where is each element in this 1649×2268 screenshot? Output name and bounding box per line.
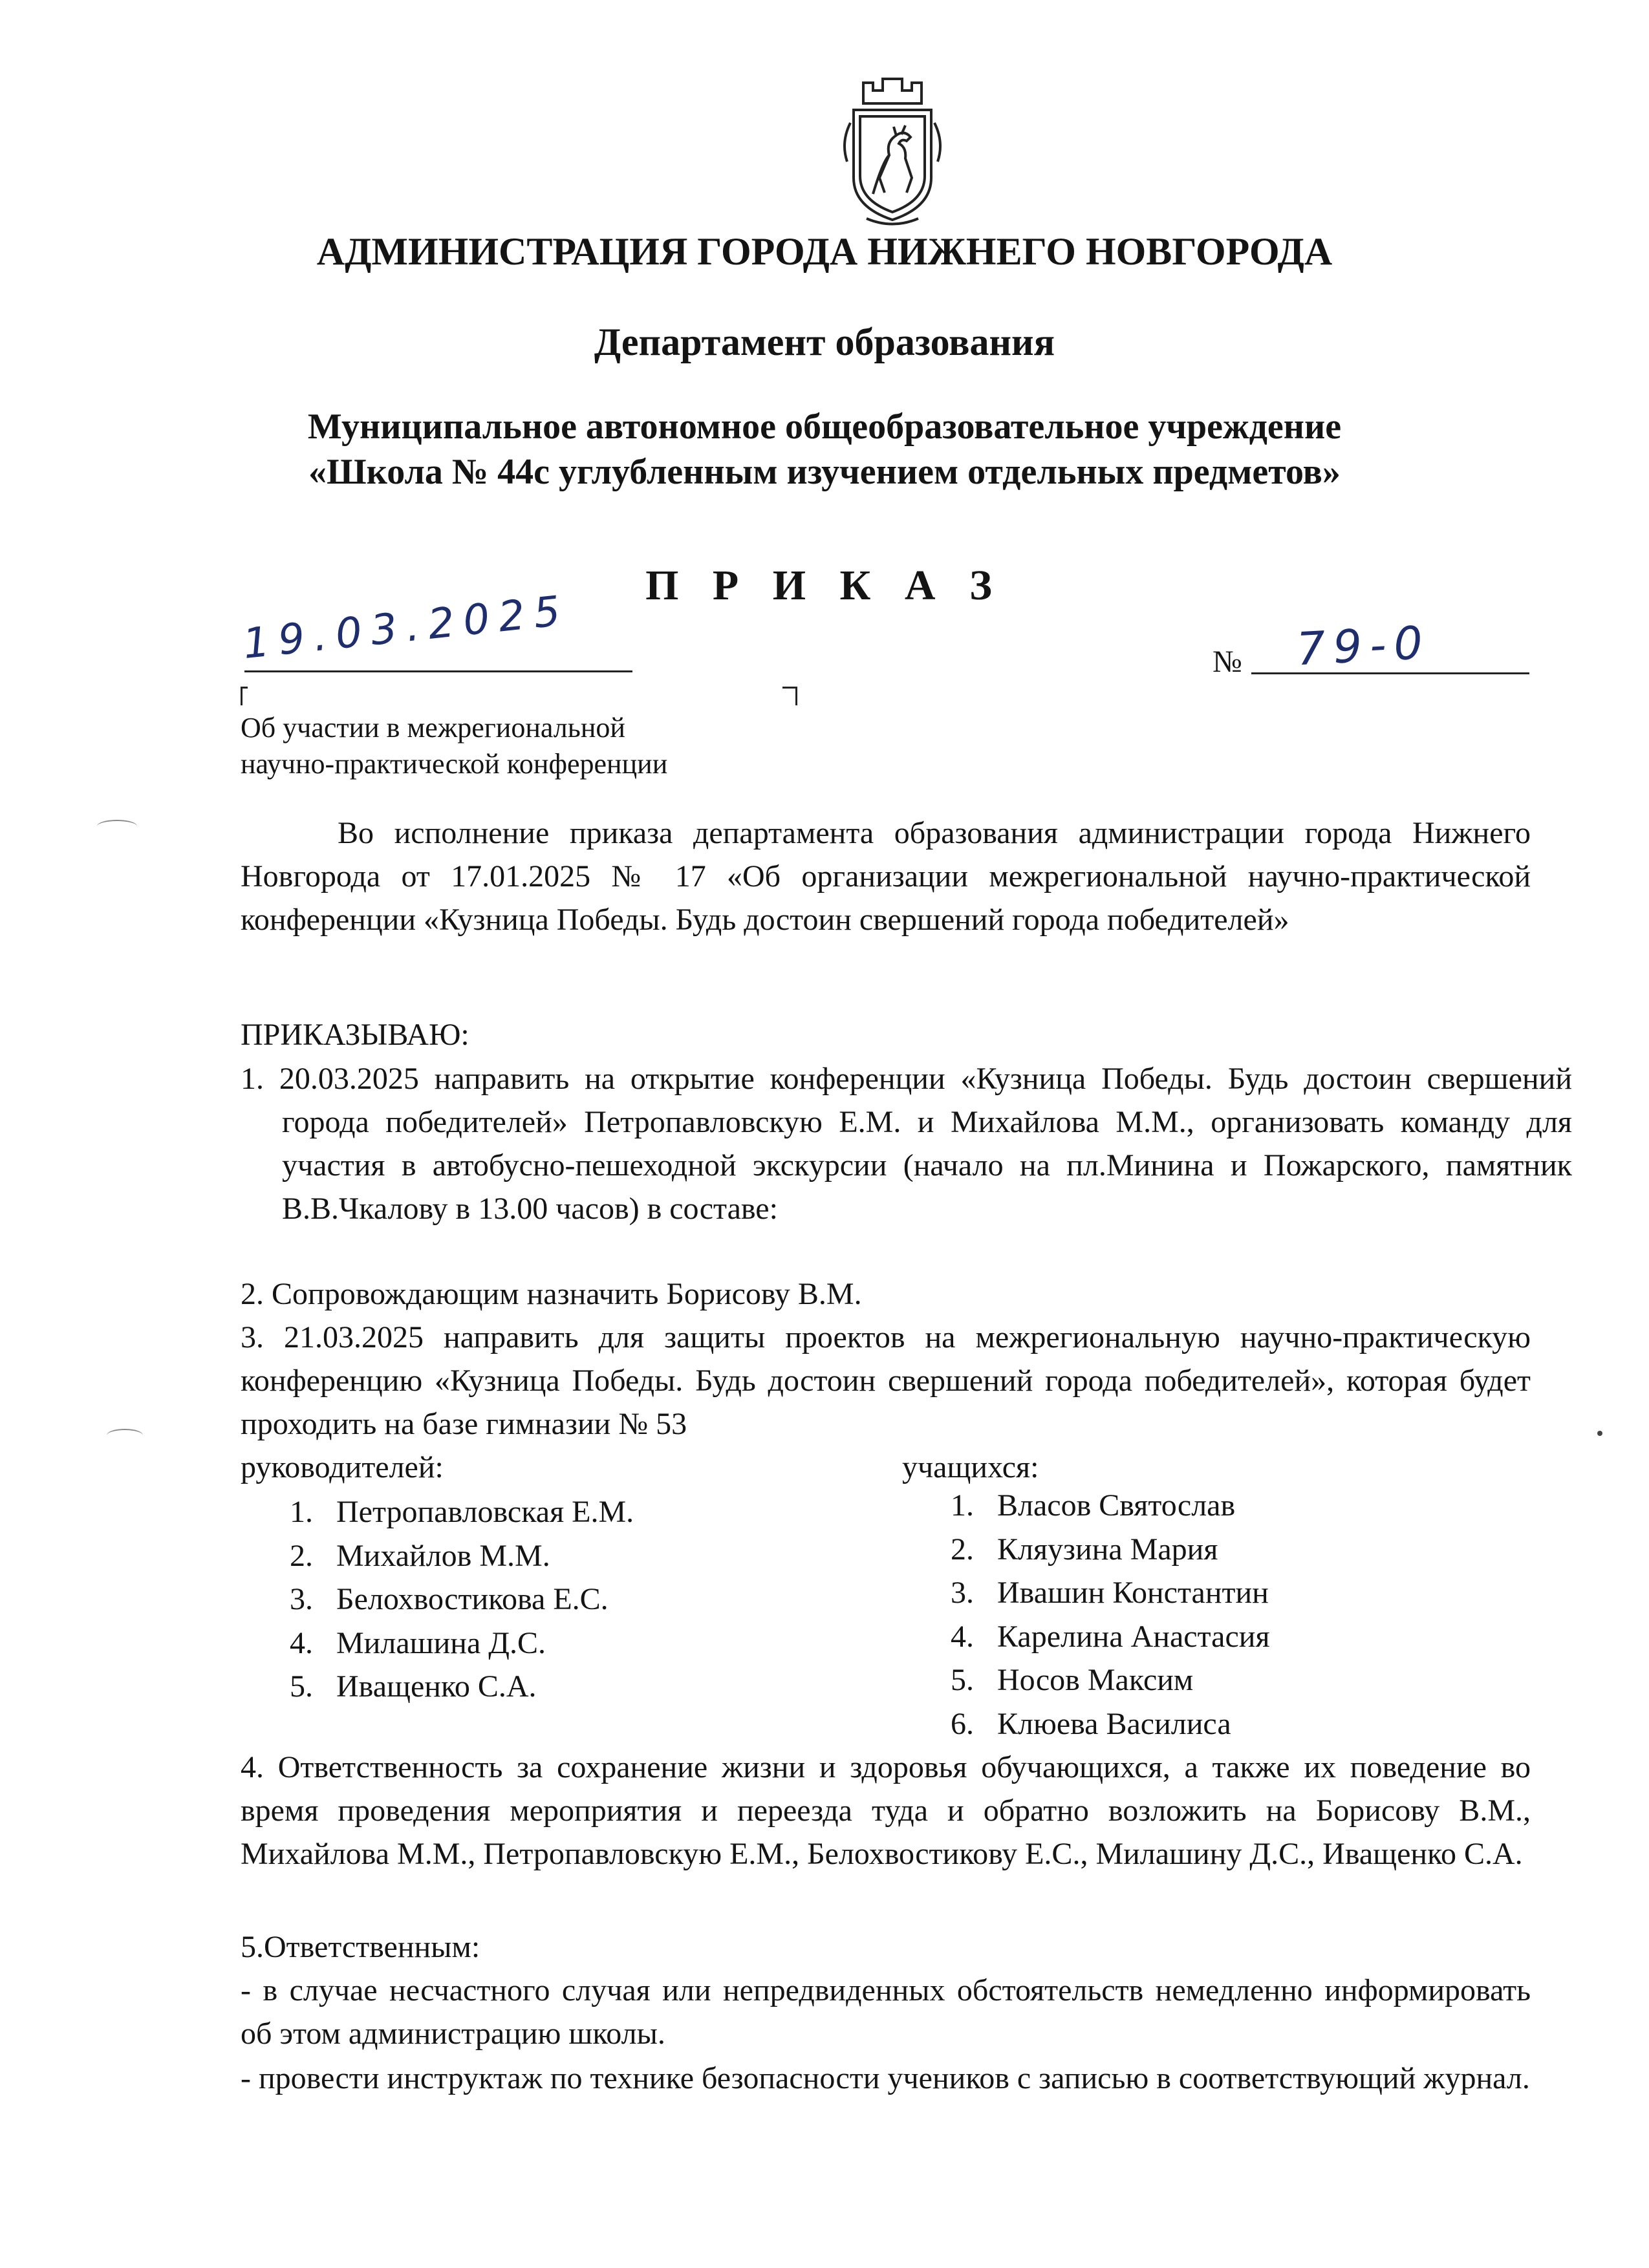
list-item: 2. Кляузина Мария: [951, 1532, 1218, 1567]
order-item-5-title: 5.Ответственным:: [241, 1930, 480, 1964]
order-item-1: 1. 20.03.2025 направить на открытие конференции «Кузница Победы. Будь достоин свершений города победителей» Петропавловскую Е.М. и Михайлова М.М., организовать команду для участия в автобусно-пешеходной экскурсии (начало на пл.Минина и Пожарского, памятник В.В.Чкалову в 13.00 часов) в составе:: [241, 1062, 1572, 1226]
list-item: 2. Михайлов М.М.: [290, 1538, 550, 1573]
coat-of-arms-icon: [834, 65, 951, 226]
leaders-title: руководителей:: [241, 1450, 444, 1484]
order-item-4: 4. Ответственность за сохранение жизни и здоровья обучающихся, а также их поведение во время проведения мероприятия и переезда туда и обратно возложить на Борисову В.М., Михайлова М.М., Петропавловскую Е.М., Белохвостикову Е.С., Милашину Д.С., Иващенко С.А.: [241, 1750, 1531, 1871]
punch-mark-top: [97, 820, 137, 833]
list-item: 5. Иващенко С.А.: [290, 1669, 537, 1704]
students-title: учащихся:: [902, 1450, 1039, 1484]
department-title: Департамент образования: [594, 321, 1055, 363]
subject-corner-right: [782, 687, 797, 705]
list-item: 1. Петропавловская Е.М.: [290, 1495, 634, 1529]
order-item-5b: - провести инструктаж по технике безопасности учеников с записью в соответствующий журнал.: [241, 2061, 1530, 2095]
list-item: 4. Милашина Д.С.: [290, 1625, 546, 1660]
subject-line-2: научно-практической конференции: [241, 748, 668, 780]
document-type: П Р И К А З: [645, 562, 1004, 609]
list-item: 5. Носов Максим: [951, 1663, 1194, 1697]
order-word: ПРИКАЗЫВАЮ:: [241, 1018, 469, 1052]
institution-name: [0, 404, 1649, 495]
order-number: 79-0: [1295, 615, 1432, 676]
number-underline: [1251, 672, 1529, 674]
order-item-2: 2. Сопровождающим назначить Борисову В.М.: [241, 1277, 862, 1311]
leaders-list: [290, 1490, 634, 1709]
students-list: [951, 1484, 1270, 1746]
institution-line-1: Муниципальное автономное общеобразовательное учреждение: [307, 407, 1342, 447]
list-item: 6. Клюева Василиса: [951, 1706, 1231, 1741]
scan-dot: [1597, 1431, 1602, 1436]
list-item: 4. Карелина Анастасия: [951, 1619, 1270, 1654]
list-item: 3. Ивашин Константин: [951, 1576, 1269, 1610]
preamble: Во исполнение приказа департамента образования администрации города Нижнего Новгорода от 17.01.2025 № 17 «Об организации межрегиональной научно-практической конференции «Кузница Победы. Будь достоин свершений города победителей»: [241, 816, 1531, 937]
subject-line-1: Об участии в межрегиональной: [241, 712, 625, 744]
number-sign: №: [1212, 645, 1242, 679]
order-item-3: 3. 21.03.2025 направить для защиты проектов на межрегиональную научно-практическую конференцию «Кузница Победы. Будь достоин свершений города победителей», которая будет проходить на базе гимназии № 53: [241, 1320, 1531, 1441]
order-item-5a: - в случае несчастного случая или непредвиденных обстоятельств немедленно информировать об этом администрацию школы.: [241, 1973, 1531, 2051]
order-date: 19.03.2025: [241, 586, 572, 669]
list-item: 1. Власов Святослав: [951, 1488, 1236, 1523]
date-underline: [244, 670, 632, 672]
administration-title: АДМИНИСТРАЦИЯ ГОРОДА НИЖНЕГО НОВГОРОДА: [316, 230, 1333, 273]
institution-line-2: «Школа № 44с углубленным изучением отдельных предметов»: [308, 452, 1341, 492]
list-item: 3. Белохвостикова Е.С.: [290, 1582, 609, 1616]
order-subject: [241, 710, 667, 782]
subject-corner-left: [241, 687, 248, 705]
punch-mark-bottom: [107, 1429, 143, 1442]
